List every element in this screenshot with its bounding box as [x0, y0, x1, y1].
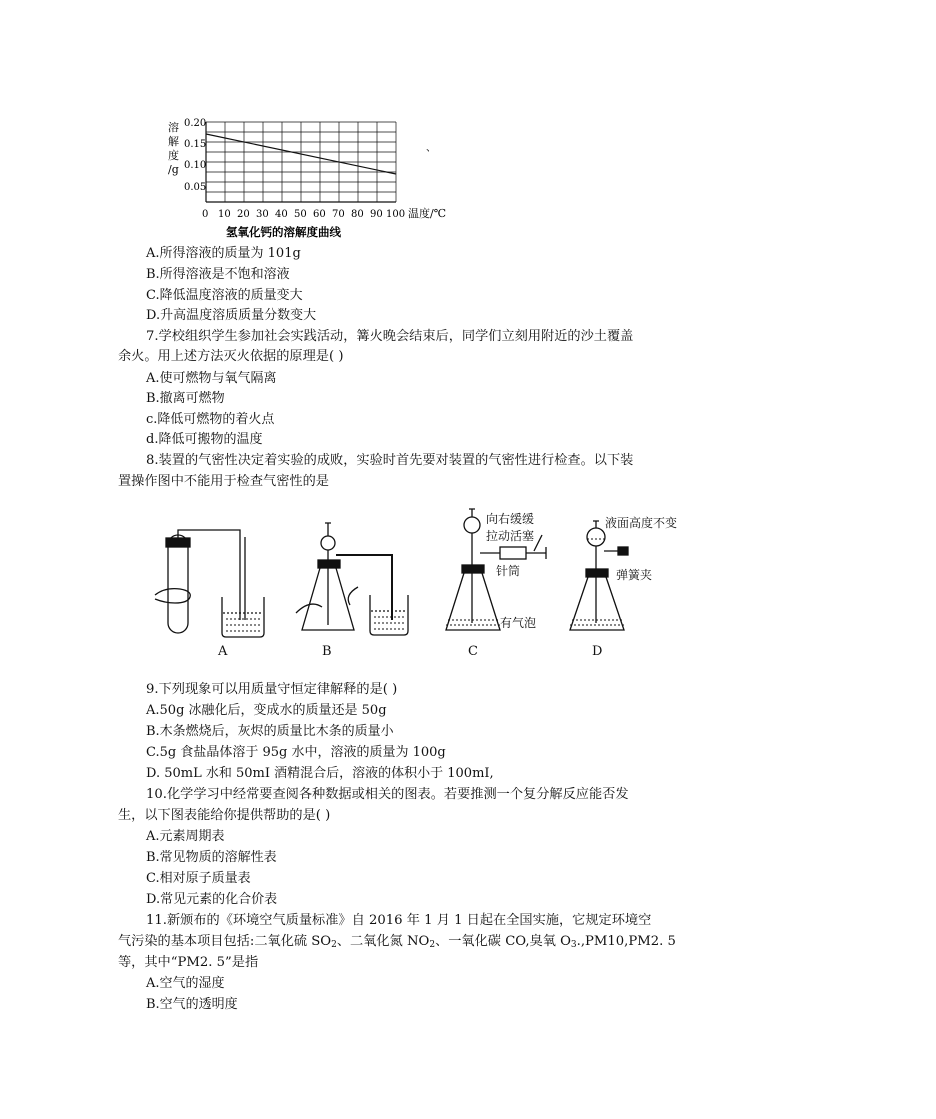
label-c-pull2: 拉动活塞 [486, 529, 535, 543]
q11-option-a: A.空气的湿度 [146, 976, 225, 991]
x-tick-label: 60 [313, 209, 326, 220]
q10-option-a: A.元素周期表 [146, 829, 225, 844]
q11-stem-part-d: .,PM10,PM2. 5 [576, 934, 676, 949]
q11-option-b: B.空气的透明度 [146, 997, 238, 1012]
y-tick-label: 0.15 [184, 139, 207, 150]
y-tick-label: 0.20 [184, 118, 207, 129]
q9-option-b: B.木条燃烧后，灰烬的质量比木条的质量小 [146, 724, 394, 739]
q10-option-d: D.常见元素的化合价表 [146, 892, 278, 907]
chart-grid [206, 122, 396, 202]
q10-stem-line1: 10.化学学习中经常要查阅各种数据或相关的图表。若要推测一个复分解反应能否发 [146, 787, 629, 802]
x-tick-label: 50 [294, 209, 307, 220]
q10-stem-line2: 生，以下图表能给你提供帮助的是( ) [118, 808, 331, 823]
q7-option-c: c.降低可燃物的着火点 [146, 412, 275, 427]
x-tick-label: 40 [275, 209, 288, 220]
x-tick-label: 70 [332, 209, 345, 220]
q6-option-a: A.所得溶液的质量为 101g [146, 246, 301, 261]
x-tick-label: 90 [370, 209, 383, 220]
x-tick-label: 0 [202, 209, 209, 220]
solubility-chart [164, 116, 454, 244]
x-tick-labels [202, 209, 405, 220]
q11-stem-part-c: 、一氧化碳 CO,臭氧 O [435, 934, 571, 949]
q10-option-b: B.常见物质的溶解性表 [146, 850, 277, 865]
chart-caption: 氢氧化钙的溶解度曲线 [226, 225, 341, 239]
q6-option-c: C.降低温度溶液的质量变大 [146, 288, 303, 303]
q7-stem-line1: 7.学校组织学生参加社会实践活动，篝火晚会结束后，同学们立刻用附近的沙土覆盖 [146, 329, 634, 344]
q9-option-c: C.5g 食盐晶体溶于 95g 水中，溶液的质量为 100g [146, 745, 446, 760]
x-tick-label: 100 [386, 209, 406, 220]
q9-stem: 9.下列现象可以用质量守恒定律解释的是( ) [146, 682, 398, 697]
q7-stem-line2: 余火。用上述方法灭火依据的原理是( ) [118, 349, 344, 364]
x-tick-label: 10 [218, 209, 231, 220]
label-a: A [218, 644, 228, 659]
chart-ylabel-3: 度 [168, 149, 179, 162]
q11-stem-part-a: 气污染的基本项目包括:二氧化硫 SO [118, 934, 332, 949]
q7-option-a: A.使可燃物与氧气隔离 [146, 371, 277, 386]
label-d-level: 液面高度不变 [605, 516, 678, 530]
chart-ylabel-1: 溶 [168, 121, 179, 134]
q8-stem-line1: 8.装置的气密性决定着实验的成败，实验时首先要对装置的气密性进行检查。以下装 [146, 453, 634, 468]
o3-subscript: 3 [570, 940, 577, 950]
apparatus-b [296, 523, 408, 659]
apparatus-c [446, 509, 546, 659]
x-tick-label: 20 [237, 209, 250, 220]
label-d: D [592, 644, 603, 659]
no2-subscript: 2 [429, 940, 436, 950]
chart-ylabel-4: /g [168, 163, 179, 176]
q11-stem-line2 [118, 932, 908, 955]
y-tick-label: 0.05 [184, 182, 207, 193]
q9-option-a: A.50g 冰融化后，变成水的质量还是 50g [146, 703, 387, 718]
q7-option-b: B.撤离可燃物 [146, 391, 225, 406]
so2-subscript: 2 [331, 940, 337, 950]
label-c-syringe: 针筒 [496, 564, 521, 578]
q9-option-d: D. 50mL 水和 50mI 酒精混合后，溶液的体积小于 100mI, [146, 766, 494, 781]
x-tick-label: 80 [351, 209, 364, 220]
y-tick-labels [184, 118, 206, 193]
chart-xlabel: 温度/℃ [408, 207, 447, 220]
apparatus-d [570, 515, 677, 659]
y-tick-label: 0.10 [184, 160, 207, 171]
x-tick-label: 30 [256, 209, 269, 220]
apparatus-a [155, 530, 264, 659]
q8-stem-line2: 置操作图中不能用于检查气密性的是 [118, 474, 329, 489]
label-c: C [468, 644, 478, 659]
label-c-bubble: 有气泡 [500, 616, 537, 630]
label-b: B [322, 644, 332, 659]
q6-option-d: D.升高温度溶质质量分数变大 [146, 308, 317, 323]
q6-option-b: B.所得溶液是不饱和溶液 [146, 267, 290, 282]
label-d-clip: 弹簧夹 [616, 568, 653, 582]
q10-option-c: C.相对原子质量表 [146, 871, 251, 886]
apparatus-figure [150, 505, 678, 665]
chart-ylabel-2: 解 [168, 135, 179, 148]
q11-stem-line1: 11.新颁布的《环境空气质量标准》自 2016 年 1 月 1 日起在全国实施，它规定环境空 [146, 913, 652, 928]
q11-stem-line3: 等，其中“PM2. 5”是指 [118, 955, 259, 970]
stray-mark: 、 [426, 143, 436, 154]
q11-stem-part-b: 、二氧化氮 NO [336, 934, 430, 949]
q7-option-d: d.降低可搬物的温度 [146, 432, 263, 447]
label-c-pull: 向右缓缓 [486, 512, 535, 526]
